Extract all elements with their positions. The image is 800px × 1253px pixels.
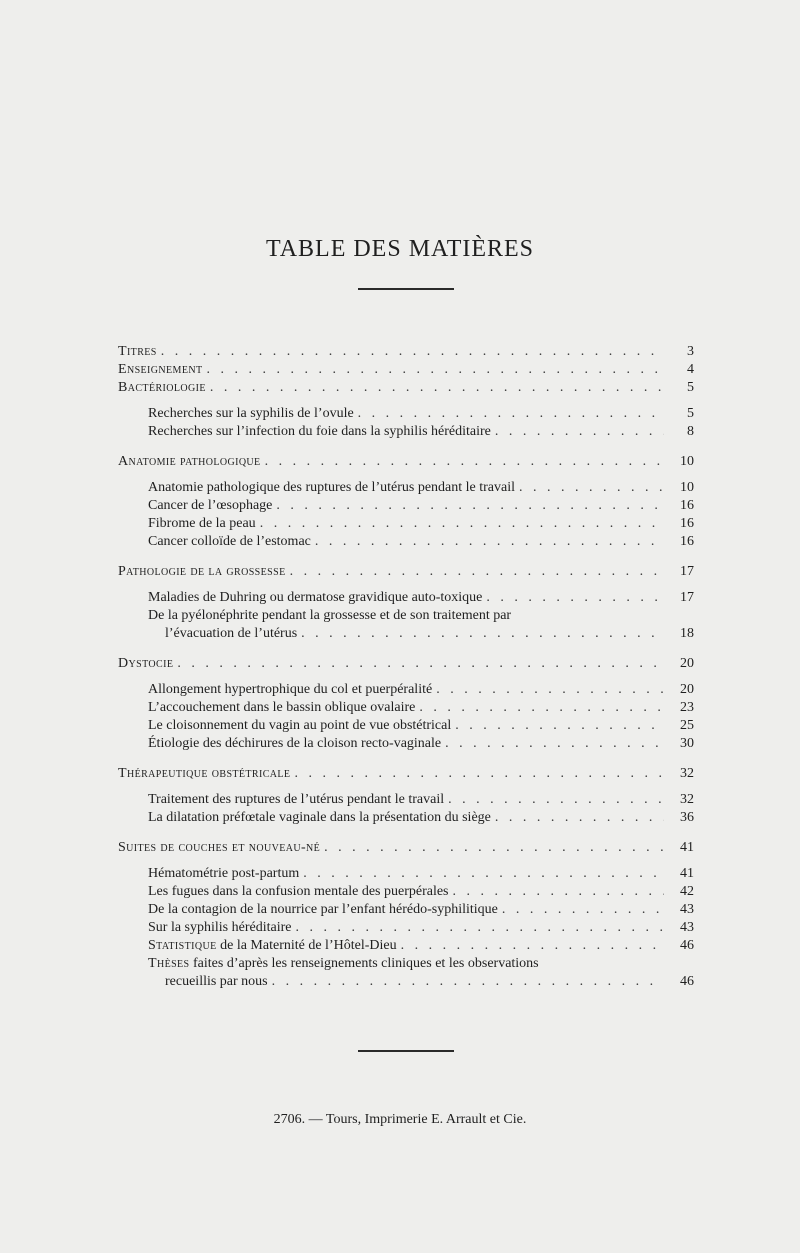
toc-subentry [118,497,694,515]
toc-entry-pathologie [118,563,694,581]
dot-leader [445,735,664,753]
toc-page-number: 8 [687,424,694,439]
toc-page-number: 43 [680,902,694,917]
toc-subentry [118,717,694,735]
dot-leader [290,563,664,581]
toc-subentry [118,479,694,497]
dot-leader [448,791,664,809]
dot-leader [436,681,664,699]
toc-subentry-label: l’évacuation de l’utérus [165,626,298,641]
toc-subentry [118,809,694,827]
toc-subentry-label: Traitement des ruptures de l’utérus pendant le travail [148,792,445,807]
toc-subentry-label: Étiologie des déchirures de la cloison recto-vaginale [148,736,442,751]
toc-entry-label: Suites de couches et nouveau-né [118,840,321,855]
dot-leader [358,405,664,423]
dot-leader [455,717,664,735]
toc-subentry-label: Sur la syphilis héréditaire [148,920,292,935]
toc-subentry-label: La dilatation préfœtale vaginale dans la présentation du siège [148,810,491,825]
dot-leader [502,901,664,919]
bottom-rule [358,1050,454,1052]
toc-subentry [118,973,694,991]
toc-entry-label: Anatomie pathologique [118,454,261,469]
dot-leader [276,497,664,515]
toc-page-number: 20 [680,682,694,697]
toc-page-number: 25 [680,718,694,733]
dot-leader [295,919,664,937]
printer-imprint: 2706. — Tours, Imprimerie E. Arrault et Cie. [273,1112,527,1127]
toc-subentry [118,699,694,717]
toc-page-number: 36 [680,810,694,825]
toc-subentry [118,791,694,809]
toc-entry-suites-de-couches [118,839,694,857]
toc-subentry-label: De la pyélonéphrite pendant la grossesse et de son traitement par [148,608,512,623]
toc-page-number: 41 [680,866,694,881]
toc-entry-label: Pathologie de la grossesse [118,564,286,579]
toc-subentry [118,937,694,955]
toc-page-number: 32 [680,766,694,781]
toc-page-number: 3 [687,344,694,359]
toc-subentry [118,607,694,625]
toc-entry-enseignement [118,361,694,379]
dot-leader [294,765,664,783]
dot-leader [419,699,664,717]
toc-subentry [118,405,694,423]
toc-page-number: 46 [680,974,694,989]
table-of-contents [118,343,694,991]
toc-page-number: 18 [680,626,694,641]
toc-page-number: 17 [680,564,694,579]
toc-subentry-label: Allongement hypertrophique du col et puerpéralité [148,682,433,697]
dot-leader [519,479,664,497]
dot-leader [161,343,664,361]
page-title: TABLE DES MATIÈRES [265,236,535,262]
toc-page-number: 46 [680,938,694,953]
toc-page-number: 43 [680,920,694,935]
toc-page-number: 20 [680,656,694,671]
toc-page-number: 17 [680,590,694,605]
dot-leader [324,839,664,857]
toc-subentry-label: L’accouchement dans le bassin oblique ovalaire [148,700,416,715]
toc-subentry [118,423,694,441]
toc-subentry [118,625,694,643]
toc-subentry-label: Hématométrie post-partum [148,866,300,881]
toc-subentry-label: de la Maternité de l’Hôtel-Dieu [216,938,397,953]
toc-subentry-label: Fibrome de la peau [148,516,256,531]
toc-subentry-label: Recherches sur l’infection du foie dans la syphilis héréditaire [148,424,491,439]
toc-subentry-lead-word: Statistique [148,938,217,953]
dot-leader [453,883,664,901]
toc-page-number: 4 [687,362,694,377]
toc-subentry [118,589,694,607]
toc-subentry [118,955,694,973]
dot-leader [495,423,664,441]
dot-leader [265,453,664,471]
toc-subentry-label: De la contagion de la nourrice par l’enfant hérédo-syphilitique [148,902,498,917]
toc-entry-label: Bactériologie [118,380,206,395]
toc-subentry [118,533,694,551]
toc-subentry [118,681,694,699]
dot-leader [272,973,664,991]
toc-page-number: 5 [687,406,694,421]
dot-leader [303,865,664,883]
toc-subentry-label: Le cloisonnement du vagin au point de vue obstétrical [148,718,452,733]
toc-subentry-label: Maladies de Duhring ou dermatose gravidique auto-toxique [148,590,483,605]
toc-subentry-label: Cancer de l’œsophage [148,498,273,513]
toc-entry-label: Dystocie [118,656,174,671]
toc-page-number: 5 [687,380,694,395]
toc-page-number: 32 [680,792,694,807]
dot-leader [177,655,664,673]
toc-page-number: 41 [680,840,694,855]
toc-subentry-label: Les fugues dans la confusion mentale des puerpérales [148,884,449,899]
toc-subentry [118,901,694,919]
toc-subentry [118,883,694,901]
toc-page-number: 10 [680,480,694,495]
dot-leader [486,589,664,607]
toc-subentry-label: Cancer colloïde de l’estomac [148,534,311,549]
toc-entry-titres [118,343,694,361]
toc-entry-anatomie [118,453,694,471]
toc-page-number: 16 [680,534,694,549]
top-rule [358,288,454,290]
toc-subentry-lead-word: Thèses [148,956,190,971]
dot-leader [315,533,664,551]
toc-subentry [118,919,694,937]
toc-subentry [118,735,694,753]
toc-page-number: 10 [680,454,694,469]
dot-leader [260,515,664,533]
dot-leader [206,361,664,379]
dot-leader [210,379,664,397]
toc-subentry [118,865,694,883]
toc-entry-bacteriologie [118,379,694,397]
toc-page-number: 42 [680,884,694,899]
dot-leader [401,937,664,955]
toc-subentry-label: Recherches sur la syphilis de l’ovule [148,406,354,421]
toc-entry-dystocie [118,655,694,673]
toc-subentry-label: Anatomie pathologique des ruptures de l’utérus pendant le travail [148,480,516,495]
toc-entry-therapeutique [118,765,694,783]
toc-page-number: 30 [680,736,694,751]
toc-entry-label: Thérapeutique obstétricale [118,766,291,781]
toc-entry-label: Enseignement [118,362,203,377]
toc-page-number: 16 [680,498,694,513]
toc-entry-label: Titres [118,344,157,359]
toc-page-number: 16 [680,516,694,531]
toc-subentry [118,515,694,533]
toc-subentry-label: faites d’après les renseignements cliniques et les observations [189,956,539,971]
dot-leader [301,625,664,643]
toc-page-number: 23 [680,700,694,715]
dot-leader [495,809,664,827]
toc-subentry-label: recueillis par nous [165,974,268,989]
